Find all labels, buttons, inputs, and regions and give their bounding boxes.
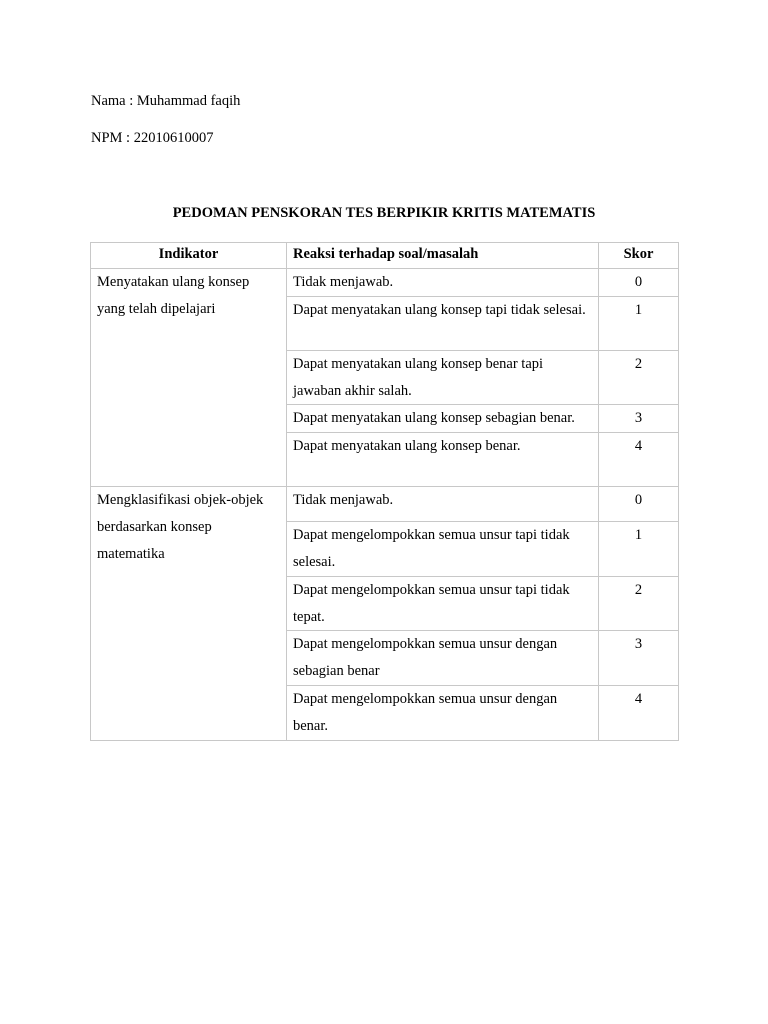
score-cell: 0 bbox=[599, 269, 679, 297]
score-cell: 2 bbox=[599, 350, 679, 405]
reaction-cell: Tidak menjawab. bbox=[287, 269, 599, 297]
reaction-cell: Dapat mengelompokkan semua unsur tapi tidak tepat. bbox=[287, 576, 599, 631]
indicator-cell: Mengklasifikasi objek-objek berdasarkan konsep matematika bbox=[91, 487, 287, 740]
reaction-cell: Dapat mengelompokkan semua unsur dengan sebagian benar bbox=[287, 631, 599, 686]
score-cell: 1 bbox=[599, 296, 679, 350]
scoring-table bbox=[90, 242, 679, 741]
score-cell: 3 bbox=[599, 405, 679, 433]
reaction-header: Reaksi terhadap soal/masalah bbox=[287, 243, 599, 269]
document-title: PEDOMAN PENSKORAN TES BERPIKIR KRITIS MATEMATIS bbox=[172, 205, 596, 221]
reaction-cell: Tidak menjawab. bbox=[287, 487, 599, 522]
indicator-header: Indikator bbox=[91, 243, 287, 269]
table-header-row bbox=[91, 243, 679, 269]
table-row bbox=[91, 269, 679, 297]
reaction-cell: Dapat menyatakan ulang konsep benar tapi jawaban akhir salah. bbox=[287, 350, 599, 405]
reaction-cell: Dapat mengelompokkan semua unsur dengan benar. bbox=[287, 685, 599, 740]
score-cell: 1 bbox=[599, 522, 679, 577]
reaction-cell: Dapat menyatakan ulang konsep sebagian benar. bbox=[287, 405, 599, 433]
score-cell: 4 bbox=[599, 433, 679, 487]
score-cell: 4 bbox=[599, 685, 679, 740]
score-cell: 0 bbox=[599, 487, 679, 522]
score-cell: 3 bbox=[599, 631, 679, 686]
reaction-cell: Dapat menyatakan ulang konsep benar. bbox=[287, 433, 599, 487]
score-header: Skor bbox=[599, 243, 679, 269]
reaction-cell: Dapat menyatakan ulang konsep tapi tidak selesai. bbox=[287, 296, 599, 350]
score-cell: 2 bbox=[599, 576, 679, 631]
reaction-cell: Dapat mengelompokkan semua unsur tapi tidak selesai. bbox=[287, 522, 599, 577]
indicator-cell: Menyatakan ulang konsep yang telah dipelajari bbox=[91, 269, 287, 487]
student-name-line: Nama : Muhammad faqih bbox=[91, 93, 241, 109]
student-npm-line: NPM : 22010610007 bbox=[91, 130, 214, 146]
table-row bbox=[91, 487, 679, 522]
